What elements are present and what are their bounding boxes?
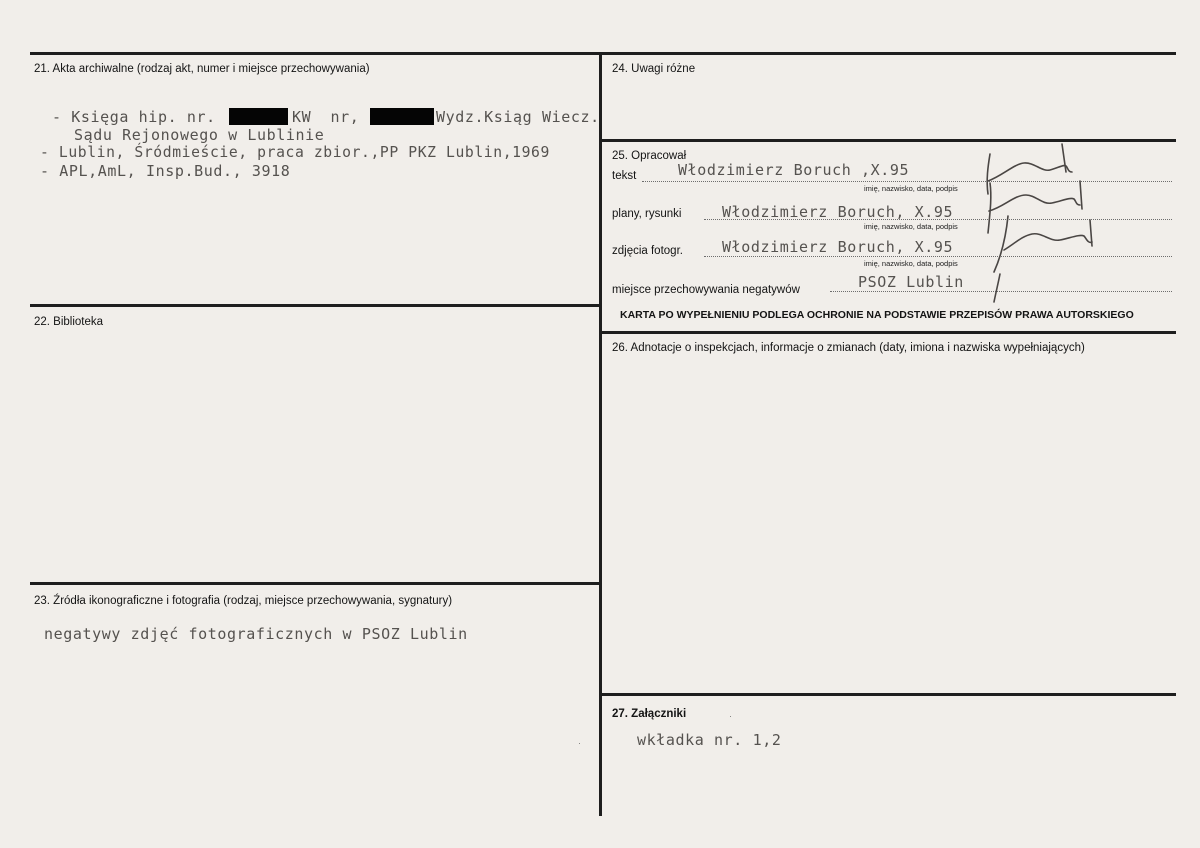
- zdjecia-value: Włodzimierz Boruch, X.95: [722, 238, 954, 256]
- plany-value: Włodzimierz Boruch, X.95: [722, 203, 954, 221]
- archive-line-1a: - Księga hip. nr.: [52, 108, 216, 126]
- plany-label: plany, rysunki: [612, 208, 682, 220]
- divider-21-22: [30, 304, 600, 307]
- divider-22-23: [30, 582, 600, 585]
- section-27-label: 27. Załączniki: [612, 708, 687, 720]
- tekst-value: Włodzimierz Boruch ,X.95: [678, 161, 910, 179]
- redaction-2: [370, 108, 434, 125]
- plany-caption: imię, nazwisko, data, podpis: [864, 222, 958, 231]
- tekst-label: tekst: [612, 170, 637, 182]
- paper-speck: ·: [729, 711, 732, 721]
- archive-line-4: - APL,AmL, Insp.Bud., 3918: [40, 162, 291, 180]
- top-border: [30, 52, 1176, 55]
- signature-zdjecia: [984, 210, 1108, 320]
- divider-25-26: [600, 331, 1176, 334]
- section-21-label: 21. Akta archiwalne (rodzaj akt, numer i miejsce przechowywania): [34, 63, 370, 75]
- negatywy-label: miejsce przechowywania negatywów: [612, 284, 800, 296]
- zdjecia-label: zdjęcia fotogr.: [612, 245, 683, 257]
- section-24-label: 24. Uwagi różne: [612, 63, 696, 75]
- archive-line-2: Sądu Rejonowego w Lublinie: [74, 126, 325, 144]
- center-divider: [599, 52, 602, 816]
- zdjecia-caption: imię, nazwisko, data, podpis: [864, 259, 958, 268]
- section-22-label: 22. Biblioteka: [34, 316, 104, 328]
- tekst-caption: imię, nazwisko, data, podpis: [864, 184, 958, 193]
- archive-line-1b: KW nr,: [292, 108, 360, 126]
- attachments-value: wkładka nr. 1,2: [637, 731, 782, 749]
- divider-26-27: [600, 693, 1176, 696]
- copyright-notice: KARTA PO WYPEŁNIENIU PODLEGA OCHRONIE NA PODSTAWIE PRZEPISÓW PRAWA AUTORSKIEGO: [620, 309, 1134, 321]
- iconography-value: negatywy zdjęć fotograficznych w PSOZ Lublin: [44, 625, 468, 643]
- section-23-label: 23. Źródła ikonograficzne i fotografia (rodzaj, miejsce przechowywania, sygnatury): [34, 595, 453, 607]
- redaction-1: [229, 108, 288, 125]
- section-26-label: 26. Adnotacje o inspekcjach, informacje o zmianach (daty, imiona i nazwiska wypełniających): [612, 342, 1085, 354]
- section-25-label: 25. Opracował: [612, 150, 687, 162]
- negatywy-value: PSOZ Lublin: [858, 273, 964, 291]
- archive-line-1c: Wydz.Ksiąg Wiecz.: [436, 108, 600, 126]
- paper-speck: ·: [578, 738, 581, 748]
- archive-line-3: - Lublin, Śródmieście, praca zbior.,PP PKZ Lublin,1969: [40, 144, 550, 161]
